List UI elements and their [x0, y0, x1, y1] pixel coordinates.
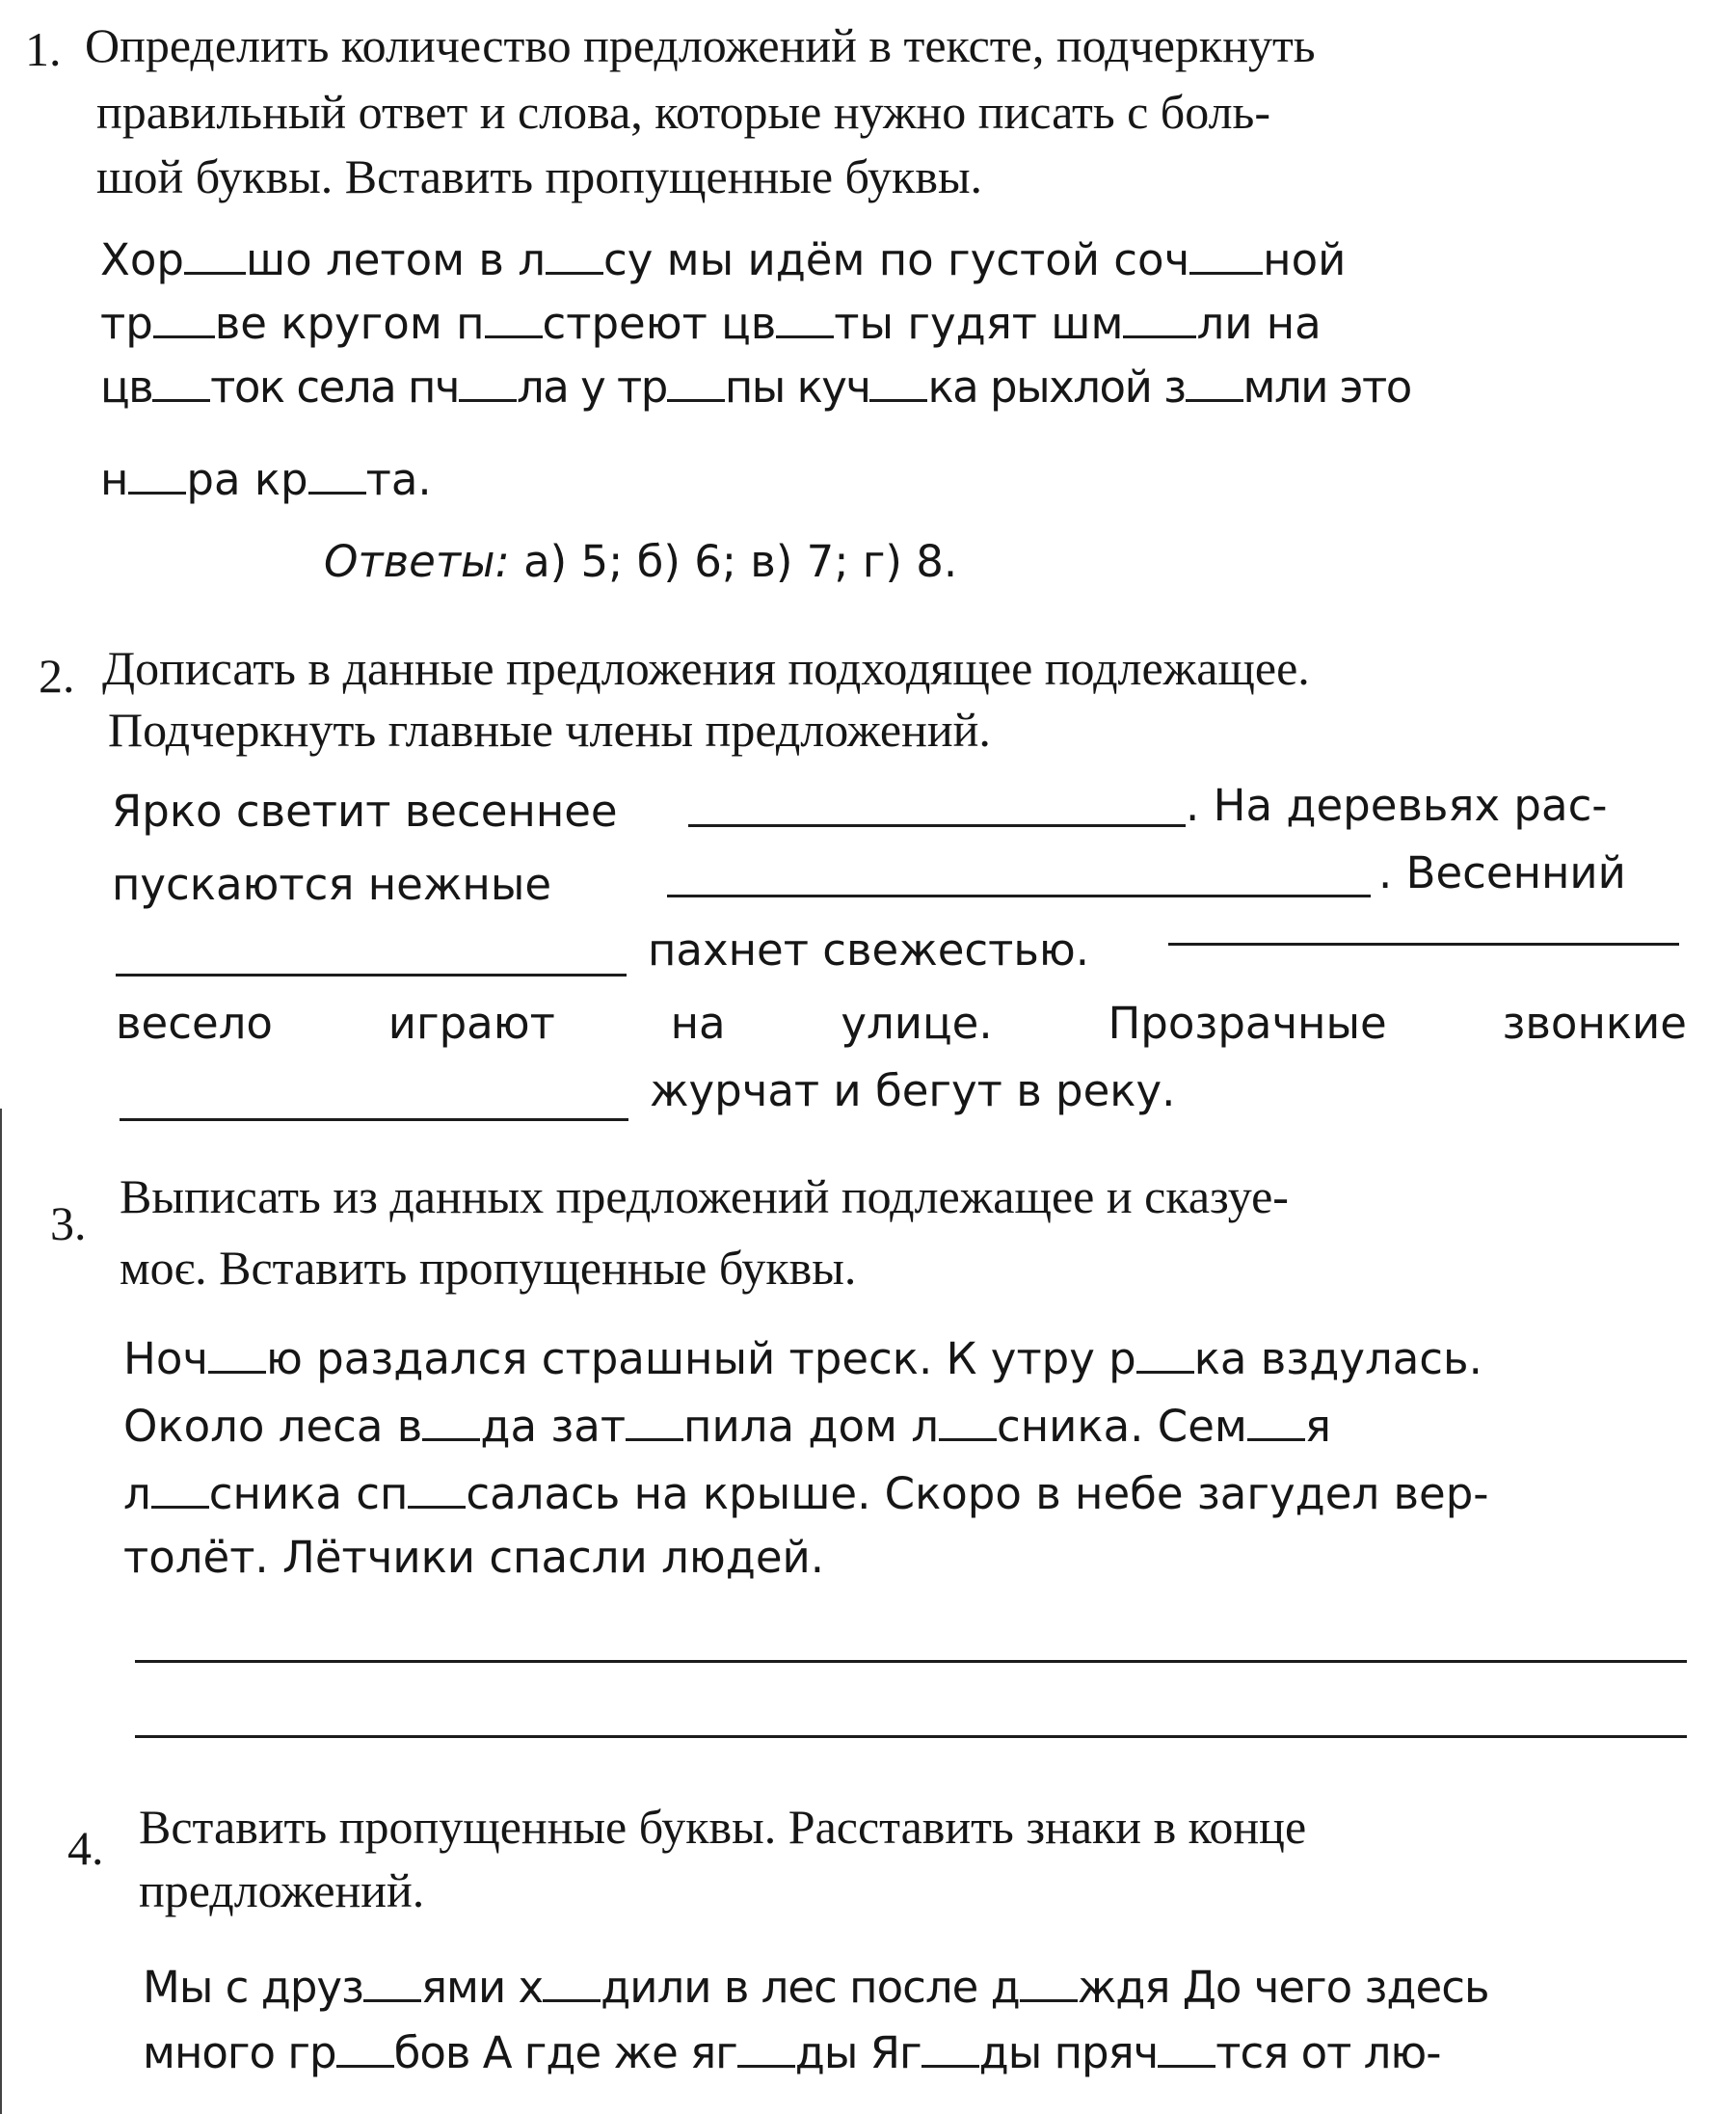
answer-line[interactable]: [688, 824, 1186, 827]
exercise-line: н ра кр та.: [100, 454, 432, 505]
exercise-line: Ноч ю раздался страшный треск. К утру р ка вздулась.: [123, 1333, 1482, 1384]
exercise-line: много гр бов А где же яг ды Яг ды пряч тся от лю-: [143, 2027, 1441, 2078]
task-number: 1.: [25, 22, 62, 76]
exercise-line: цв ток села пч ла у тр пы куч ка рыхлой з мли это: [100, 361, 1411, 413]
task-instruction: Дописать в данные предложения подходящее подлежащее.: [102, 641, 1310, 695]
blank[interactable]: [208, 1342, 266, 1374]
exercise-line: Хор шо летом в л су мы идём по густой соч ной: [100, 234, 1347, 285]
blank[interactable]: [1020, 1970, 1078, 2002]
blank[interactable]: [336, 2036, 394, 2068]
blank[interactable]: [308, 463, 366, 495]
task-instruction: предложений.: [139, 1863, 425, 1917]
blank[interactable]: [363, 1970, 421, 2002]
blank[interactable]: [128, 463, 186, 495]
blank[interactable]: [408, 1477, 466, 1509]
answer-line[interactable]: [667, 895, 1371, 897]
answer-line[interactable]: [135, 1660, 1687, 1663]
exercise-line: л сника сп салась на крыше. Скоро в небе загудел вер-: [123, 1468, 1489, 1519]
task-number: 2.: [39, 649, 75, 703]
exercise-text: . Весенний: [1378, 847, 1626, 898]
answer-line[interactable]: [135, 1735, 1687, 1738]
blank[interactable]: [422, 1409, 480, 1441]
blank[interactable]: [626, 1409, 683, 1441]
task-number: 3.: [50, 1196, 87, 1250]
answer-options: а) 5; б) 6; в) 7; г) 8.: [523, 536, 958, 587]
blank[interactable]: [1247, 1409, 1305, 1441]
blank[interactable]: [184, 243, 246, 275]
answers-label: Ответы:: [324, 536, 510, 587]
blank[interactable]: [737, 2036, 795, 2068]
blank[interactable]: [1186, 370, 1243, 402]
task-instruction: Вставить пропущенные буквы. Расставить знаки в конце: [139, 1800, 1307, 1854]
blank[interactable]: [869, 370, 927, 402]
blank[interactable]: [939, 1409, 997, 1441]
blank[interactable]: [1123, 307, 1196, 338]
exercise-text: пускаются нежные: [112, 859, 552, 910]
blank[interactable]: [151, 1477, 209, 1509]
exercise-text: журчат и бегут в реку.: [650, 1065, 1176, 1116]
answer-line[interactable]: [1168, 943, 1679, 946]
blank[interactable]: [459, 370, 517, 402]
blank[interactable]: [921, 2036, 979, 2068]
blank[interactable]: [152, 370, 210, 402]
blank[interactable]: [546, 243, 603, 275]
exercise-line: тр ве кругом п стреют цв ты гудят шм ли на: [100, 298, 1322, 349]
exercise-line: Около леса в да зат пила дом л сника. Сем я: [123, 1401, 1331, 1452]
margin-line: [0, 1109, 2, 2114]
task-instruction: шой буквы. Вставить пропущенные буквы.: [96, 149, 983, 203]
exercise-text: пахнет свежестью.: [648, 924, 1090, 976]
blank[interactable]: [153, 307, 215, 338]
task-instruction: моє. Вставить пропущенные буквы.: [120, 1241, 857, 1295]
task-instruction: правильный ответ и слова, которые нужно писать с боль-: [96, 85, 1270, 139]
exercise-text: . На деревьях рас-: [1186, 780, 1608, 831]
answer-line[interactable]: [120, 1118, 628, 1121]
exercise-line: Мы с друз ями х дили в лес после д ждя До чего здесь: [143, 1962, 1489, 2013]
blank[interactable]: [776, 307, 834, 338]
blank[interactable]: [1136, 1342, 1194, 1374]
task-number: 4.: [67, 1821, 104, 1875]
task-instruction: Определить количество предложений в тексте, подчеркнуть: [85, 18, 1316, 72]
task-instruction: Подчеркнуть главные члены предложений.: [108, 703, 991, 757]
answer-line[interactable]: [116, 974, 627, 977]
blank[interactable]: [1158, 2036, 1215, 2068]
task-instruction: Выписать из данных предложений подлежащее и сказуе-: [120, 1169, 1289, 1223]
blank[interactable]: [667, 370, 725, 402]
exercise-text: Ярко светит весеннее: [112, 786, 618, 837]
blank[interactable]: [543, 1970, 601, 2002]
blank[interactable]: [1189, 243, 1263, 275]
blank[interactable]: [485, 307, 543, 338]
answers-line: [324, 536, 957, 587]
exercise-text: весело играют на улице. Прозрачные звонкие: [116, 998, 1687, 1049]
exercise-line: толёт. Лётчики спасли людей.: [123, 1532, 825, 1583]
